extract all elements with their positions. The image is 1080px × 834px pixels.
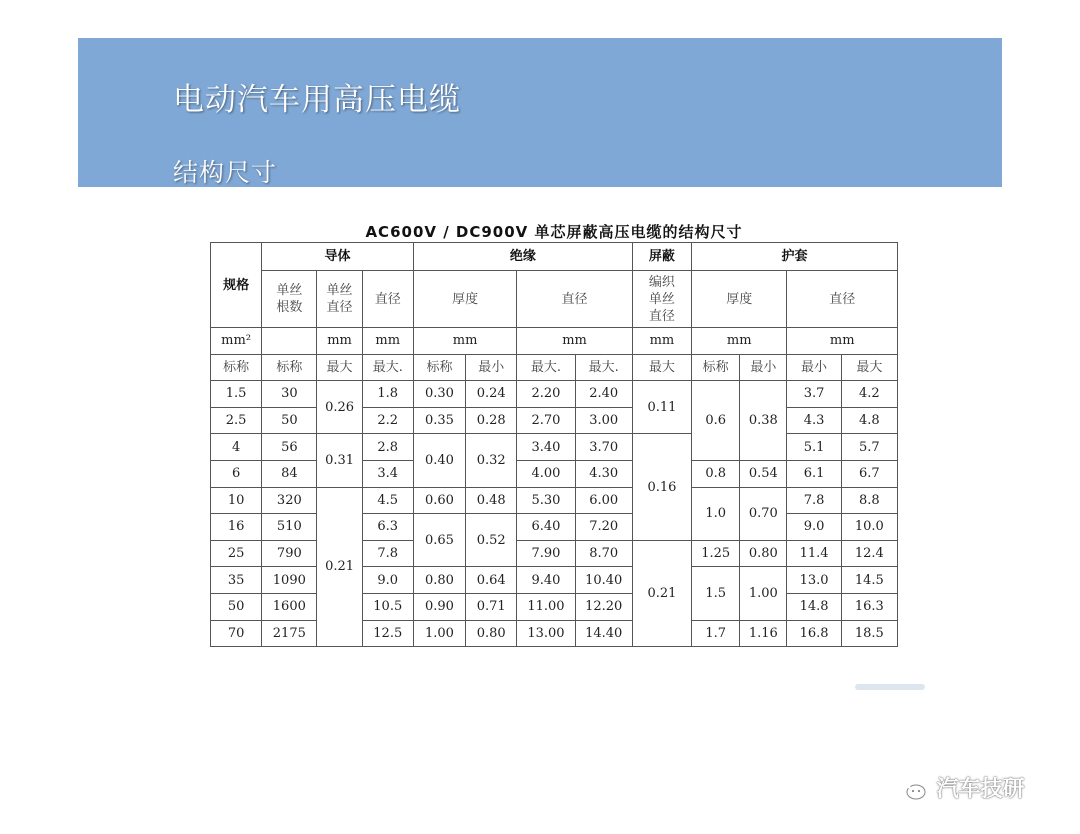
label-cell: 标称 bbox=[262, 354, 317, 381]
cell-ins-t-nom: 0.80 bbox=[413, 567, 465, 594]
label-cell: 标称 bbox=[692, 354, 740, 381]
cell-jk-d-min: 16.8 bbox=[787, 620, 841, 647]
cell-cond-dia: 9.0 bbox=[362, 567, 413, 594]
cell-jk-t-min: 1.16 bbox=[740, 620, 787, 647]
cell-cond-dia: 2.2 bbox=[362, 407, 413, 434]
cell-size: 35 bbox=[211, 567, 262, 594]
cell-cond-dia: 7.8 bbox=[362, 540, 413, 567]
wechat-icon bbox=[893, 779, 929, 801]
cell-jk-t-nom: 0.8 bbox=[692, 460, 740, 487]
cell-size: 50 bbox=[211, 593, 262, 620]
cell-shield: 0.21 bbox=[632, 540, 691, 646]
cell-ins-d-max: 6.00 bbox=[575, 487, 632, 514]
cell-jk-d-min: 9.0 bbox=[787, 514, 841, 541]
cell-cond-dia: 2.8 bbox=[362, 434, 413, 461]
cell-jk-d-min: 3.7 bbox=[787, 381, 841, 408]
cell-ins-d-min: 5.30 bbox=[517, 487, 575, 514]
cell-ins-d-min: 2.70 bbox=[517, 407, 575, 434]
cell-jk-t-nom: 0.6 bbox=[692, 381, 740, 461]
unit-cell: mm bbox=[362, 328, 413, 355]
cell-ins-t-min: 0.64 bbox=[466, 567, 517, 594]
cell-cond-dia: 3.4 bbox=[362, 460, 413, 487]
cell-ins-d-max: 10.40 bbox=[575, 567, 632, 594]
cell-count: 510 bbox=[262, 514, 317, 541]
cell-ins-d-min: 7.90 bbox=[517, 540, 575, 567]
label-cell: 最大 bbox=[317, 354, 362, 381]
table-row bbox=[211, 567, 898, 594]
unit-cell: mm bbox=[517, 328, 633, 355]
cell-ins-d-min: 11.00 bbox=[517, 593, 575, 620]
cell-jk-d-min: 4.3 bbox=[787, 407, 841, 434]
cell-jk-d-max: 12.4 bbox=[841, 540, 897, 567]
cell-cond-dia: 6.3 bbox=[362, 514, 413, 541]
cell-size: 25 bbox=[211, 540, 262, 567]
cell-ins-t-nom: 0.65 bbox=[413, 514, 465, 567]
cell-shield: 0.11 bbox=[632, 381, 691, 434]
cell-ins-d-max: 2.40 bbox=[575, 381, 632, 408]
table-row bbox=[211, 381, 898, 408]
header-wire-diameter: 单丝直径 bbox=[317, 271, 362, 328]
table-row bbox=[211, 460, 898, 487]
cell-ins-t-min: 0.28 bbox=[466, 407, 517, 434]
unit-cell: mm bbox=[317, 328, 362, 355]
cell-jk-d-max: 16.3 bbox=[841, 593, 897, 620]
cell-ins-t-min: 0.71 bbox=[466, 593, 517, 620]
cell-shield: 0.16 bbox=[632, 434, 691, 540]
cell-jk-t-nom: 1.5 bbox=[692, 567, 740, 620]
cell-jk-d-min: 11.4 bbox=[787, 540, 841, 567]
cell-ins-d-max: 3.70 bbox=[575, 434, 632, 461]
cell-ins-t-nom: 0.40 bbox=[413, 434, 465, 487]
label-cell: 最小 bbox=[466, 354, 517, 381]
cell-size: 6 bbox=[211, 460, 262, 487]
slide-title: 电动汽车用高压电缆 bbox=[173, 82, 461, 118]
cell-ins-d-max: 8.70 bbox=[575, 540, 632, 567]
cell-size: 1.5 bbox=[211, 381, 262, 408]
label-cell: 最大. bbox=[517, 354, 575, 381]
cell-count: 2175 bbox=[262, 620, 317, 647]
cell-ins-d-min: 13.00 bbox=[517, 620, 575, 647]
cell-ins-d-min: 4.00 bbox=[517, 460, 575, 487]
unit-cell: mm bbox=[632, 328, 691, 355]
cell-count: 50 bbox=[262, 407, 317, 434]
cell-jk-d-max: 5.7 bbox=[841, 434, 897, 461]
table-caption: AC600V / DC900V 单芯屏蔽高压电缆的结构尺寸 bbox=[365, 223, 743, 241]
cell-cond-dia: 12.5 bbox=[362, 620, 413, 647]
cell-jk-t-nom: 1.7 bbox=[692, 620, 740, 647]
cell-count: 1090 bbox=[262, 567, 317, 594]
cell-ins-d-min: 9.40 bbox=[517, 567, 575, 594]
cell-ins-t-min: 0.32 bbox=[466, 434, 517, 487]
cell-count: 56 bbox=[262, 434, 317, 461]
cell-jk-t-min: 0.54 bbox=[740, 460, 787, 487]
cell-ins-t-nom: 0.35 bbox=[413, 407, 465, 434]
cell-jk-d-max: 14.5 bbox=[841, 567, 897, 594]
cell-ins-t-nom: 0.60 bbox=[413, 487, 465, 514]
cell-jk-t-min: 0.70 bbox=[740, 487, 787, 540]
cell-ins-d-max: 3.00 bbox=[575, 407, 632, 434]
cell-count: 30 bbox=[262, 381, 317, 408]
cell-cond-dia: 4.5 bbox=[362, 487, 413, 514]
cell-jk-d-min: 5.1 bbox=[787, 434, 841, 461]
cell-ins-t-min: 0.52 bbox=[466, 514, 517, 567]
unit-cell: mm bbox=[413, 328, 516, 355]
unit-cell: mm bbox=[692, 328, 787, 355]
cell-ins-t-nom: 0.90 bbox=[413, 593, 465, 620]
cell-wire-dia: 0.21 bbox=[317, 487, 362, 647]
cell-jk-d-max: 6.7 bbox=[841, 460, 897, 487]
slide-subtitle: 结构尺寸 bbox=[173, 158, 278, 187]
cell-wire-dia: 0.31 bbox=[317, 434, 362, 487]
cell-ins-t-nom: 0.30 bbox=[413, 381, 465, 408]
cell-jk-d-max: 4.2 bbox=[841, 381, 897, 408]
cell-size: 4 bbox=[211, 434, 262, 461]
cell-jk-d-max: 18.5 bbox=[841, 620, 897, 647]
cell-jk-d-max: 4.8 bbox=[841, 407, 897, 434]
header-insulation: 绝缘 bbox=[413, 243, 632, 271]
wechat-watermark bbox=[893, 772, 1025, 803]
cell-ins-d-min: 3.40 bbox=[517, 434, 575, 461]
cell-size: 10 bbox=[211, 487, 262, 514]
header-sheath-diameter: 直径 bbox=[787, 271, 898, 328]
header-conductor-diameter: 直径 bbox=[362, 271, 413, 328]
cell-ins-d-min: 6.40 bbox=[517, 514, 575, 541]
header-sheath-thickness: 厚度 bbox=[692, 271, 787, 328]
cell-count: 320 bbox=[262, 487, 317, 514]
cell-jk-t-nom: 1.25 bbox=[692, 540, 740, 567]
cell-jk-t-min: 0.38 bbox=[740, 381, 787, 461]
unit-cell bbox=[262, 328, 317, 355]
label-cell: 最大 bbox=[632, 354, 691, 381]
label-cell: 标称 bbox=[413, 354, 465, 381]
header-shield: 屏蔽 bbox=[632, 243, 691, 271]
cell-count: 84 bbox=[262, 460, 317, 487]
header-conductor: 导体 bbox=[262, 243, 414, 271]
table-row bbox=[211, 540, 898, 567]
label-cell: 最小 bbox=[787, 354, 841, 381]
cell-ins-t-min: 0.48 bbox=[466, 487, 517, 514]
decorative-shape bbox=[855, 684, 925, 690]
header-braid-wire-diameter: 编织单丝直径 bbox=[632, 271, 691, 328]
header-insulation-diameter: 直径 bbox=[517, 271, 633, 328]
cell-jk-d-min: 13.0 bbox=[787, 567, 841, 594]
watermark-text: 汽车技研 bbox=[936, 777, 1025, 802]
table-row bbox=[211, 593, 898, 620]
cable-spec-table bbox=[210, 242, 898, 647]
cell-ins-t-min: 0.24 bbox=[466, 381, 517, 408]
cell-size: 70 bbox=[211, 620, 262, 647]
table-row bbox=[211, 487, 898, 514]
cell-jk-t-min: 1.00 bbox=[740, 567, 787, 620]
cell-jk-d-max: 10.0 bbox=[841, 514, 897, 541]
header-insulation-thickness: 厚度 bbox=[413, 271, 516, 328]
table-row bbox=[211, 514, 898, 541]
cell-jk-t-min: 0.80 bbox=[740, 540, 787, 567]
table-row bbox=[211, 620, 898, 647]
header-spec: 规格 bbox=[211, 243, 262, 328]
header-wire-count: 单丝根数 bbox=[262, 271, 317, 328]
cell-ins-d-max: 14.40 bbox=[575, 620, 632, 647]
cell-jk-d-min: 6.1 bbox=[787, 460, 841, 487]
cell-wire-dia: 0.26 bbox=[317, 381, 362, 434]
cell-jk-d-min: 7.8 bbox=[787, 487, 841, 514]
header-banner bbox=[78, 38, 1002, 187]
unit-cell: mm bbox=[787, 328, 898, 355]
label-cell: 最大. bbox=[575, 354, 632, 381]
cell-count: 1600 bbox=[262, 593, 317, 620]
cell-ins-t-nom: 1.00 bbox=[413, 620, 465, 647]
cell-ins-t-min: 0.80 bbox=[466, 620, 517, 647]
table-row bbox=[211, 434, 898, 461]
unit-cell: mm² bbox=[211, 328, 262, 355]
cell-jk-t-nom: 1.0 bbox=[692, 487, 740, 540]
label-cell: 最大. bbox=[362, 354, 413, 381]
label-cell: 标称 bbox=[211, 354, 262, 381]
label-cell: 最小 bbox=[740, 354, 787, 381]
cell-count: 790 bbox=[262, 540, 317, 567]
cell-cond-dia: 1.8 bbox=[362, 381, 413, 408]
cell-ins-d-min: 2.20 bbox=[517, 381, 575, 408]
cell-jk-d-min: 14.8 bbox=[787, 593, 841, 620]
cell-size: 2.5 bbox=[211, 407, 262, 434]
cell-ins-d-max: 4.30 bbox=[575, 460, 632, 487]
header-sheath: 护套 bbox=[692, 243, 898, 271]
label-cell: 最大 bbox=[841, 354, 897, 381]
table-row bbox=[211, 407, 898, 434]
cell-cond-dia: 10.5 bbox=[362, 593, 413, 620]
cell-size: 16 bbox=[211, 514, 262, 541]
cell-ins-d-max: 7.20 bbox=[575, 514, 632, 541]
cell-ins-d-max: 12.20 bbox=[575, 593, 632, 620]
cell-jk-d-max: 8.8 bbox=[841, 487, 897, 514]
